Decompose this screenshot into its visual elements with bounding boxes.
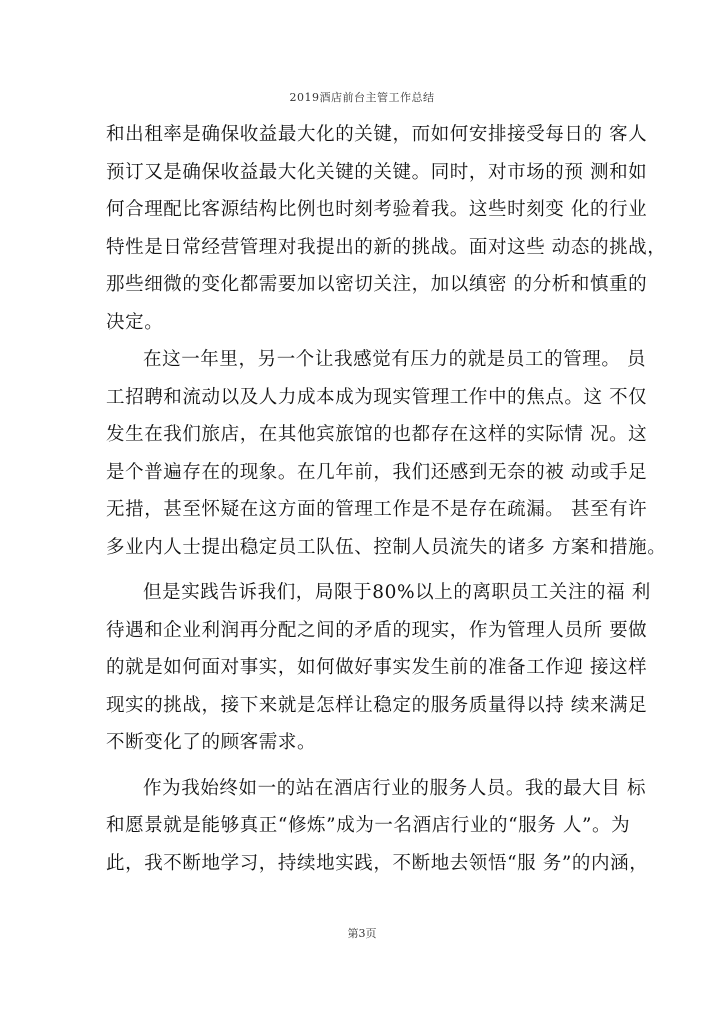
text-line: 是个普遍存在的现象。在几年前，我们还感到无奈的被 动或手足: [106, 461, 648, 483]
text-line: 预订又是确保收益最大化关键的关键。同时，对市场的预 测和如: [106, 161, 648, 183]
paragraph-4: [106, 770, 649, 883]
text-line: 作为我始终如一的站在酒店行业的服务人员。我的最大目 标: [143, 777, 647, 799]
paragraph-2: [106, 341, 667, 566]
text-line: 和愿景就是能够真正“修炼”成为一名酒店行业的“服务 人”。为: [106, 815, 631, 836]
paragraph-3: [106, 574, 651, 762]
text-line: 工招聘和流动以及人力成本成为现实管理工作中的焦点。这 不仅: [106, 386, 648, 408]
text-line: 的就是如何面对事实，如何做好事实发生前的准备工作迎 接这样: [106, 657, 648, 678]
text-line: 但是实践告诉我们，局限于80%以上的离职员工关注的福 利: [143, 582, 651, 603]
text-line: 决定。: [106, 311, 164, 333]
document-body: [106, 116, 667, 882]
text-line: 那些细微的变化都需要加以密切关注，加以缜密 的分析和慎重的: [106, 274, 648, 295]
text-line: 无措，甚至怀疑在这方面的管理工作是不是存在疏漏。 甚至有许: [106, 499, 648, 520]
text-line: 何合理配比客源结构比例也时刻考验着我。这些时刻变 化的行业: [106, 199, 648, 220]
text-line: 在这一年里，另一个让我感觉有压力的就是员工的管理。 员: [143, 349, 647, 370]
text-line: 发生在我们旅店，在其他宾旅馆的也都存在这样的实际情 况。这: [106, 424, 648, 445]
text-line: 待遇和企业利润再分配之间的矛盾的现实，作为管理人员所 要做: [106, 619, 648, 641]
text-line: 多业内人士提出稳定员工队伍、控制人员流失的诸多 方案和措施。: [106, 536, 667, 558]
text-line: 特性是日常经营管理对我提出的新的挑战。面对这些 动态的挑战，: [106, 236, 667, 258]
text-line: 现实的挑战，接下来就是怎样让稳定的服务质量得以持 续来满足: [106, 694, 648, 716]
text-line: 此，我不断地学习，持续地实践，不断地去领悟“服 务”的内涵，: [106, 852, 649, 874]
text-line: 不断变化了的顾客需求。: [106, 732, 317, 753]
text-line: 和出租率是确保收益最大化的关键，而如何安排接受每日的 客人: [106, 124, 648, 145]
paragraph-1: [106, 116, 667, 341]
page-number: 第3页: [347, 927, 377, 940]
page-header: 2019酒店前台主管工作总结: [289, 91, 435, 104]
